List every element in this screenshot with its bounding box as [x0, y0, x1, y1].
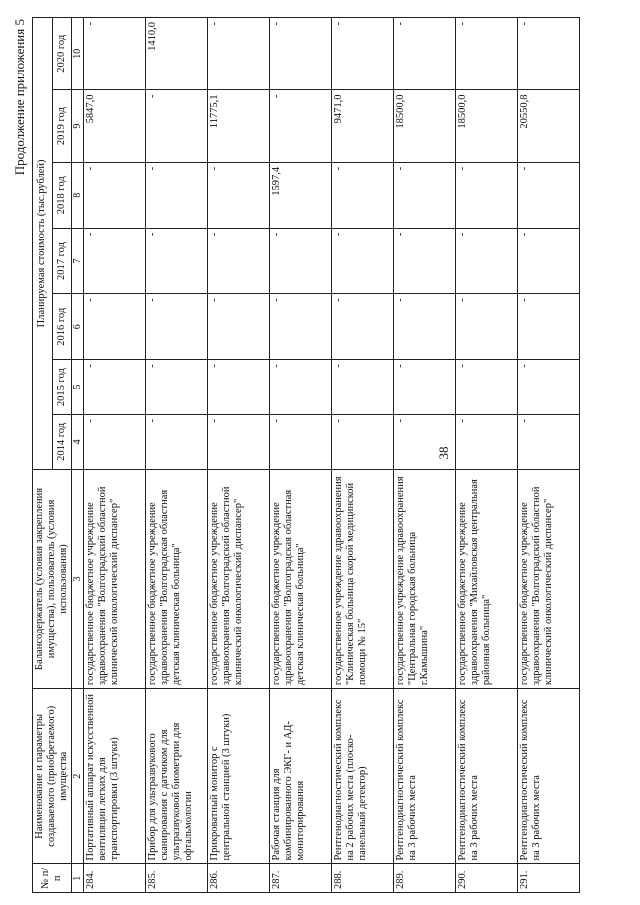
- year-value: -: [84, 415, 146, 470]
- year-value: -: [332, 228, 394, 294]
- row-number: 289.: [394, 864, 456, 893]
- year-value: -: [84, 18, 146, 90]
- year-value: 11775,1: [208, 90, 270, 162]
- year-value: -: [518, 18, 580, 90]
- year-value: -: [518, 162, 580, 228]
- table-row: [84, 18, 146, 893]
- header-year: 2020 год: [52, 18, 72, 90]
- balance-holder: государственное учреждение здравоохранения "Клиническая больница скорой медицинской помощи № 15": [332, 469, 394, 688]
- item-name: Прибор для ультразвукового сканирования с датчиком для ультразвуковой биометрии для офтальмологии: [146, 689, 208, 864]
- row-number: 290.: [456, 864, 518, 893]
- year-value: -: [84, 360, 146, 415]
- column-number: 10: [72, 18, 84, 90]
- item-name: Рабочая станция для комбинированного ЭКГ- и АД-мониторирования: [270, 689, 332, 864]
- page-number: 38: [436, 446, 451, 460]
- header-year: 2016 год: [52, 294, 72, 360]
- row-number: 285.: [146, 864, 208, 893]
- year-value: -: [394, 415, 456, 470]
- header-year: 2014 год: [52, 415, 72, 470]
- year-value: -: [332, 18, 394, 90]
- table-row: [518, 18, 580, 893]
- item-name: Рентгенодиагностический комплекс на 3 рабочих места: [394, 689, 456, 864]
- balance-holder: государственное бюджетное учреждение здравоохранения "Волгоградская областная детская клиническая больница": [270, 469, 332, 688]
- continued-label: Продолжение приложения 5: [12, 19, 27, 176]
- year-value: -: [394, 294, 456, 360]
- year-value: 20550,8: [518, 90, 580, 162]
- year-value: -: [84, 294, 146, 360]
- balance-holder: государственное учреждение здравоохранения "Центральная городская больница г.Камышина": [394, 469, 456, 688]
- column-number: 8: [72, 162, 84, 228]
- year-value: -: [208, 415, 270, 470]
- year-value: -: [208, 162, 270, 228]
- year-value: -: [146, 228, 208, 294]
- year-value: 1597,4: [270, 162, 332, 228]
- column-number: 3: [72, 469, 84, 688]
- column-number: 5: [72, 360, 84, 415]
- year-value: -: [518, 415, 580, 470]
- year-value: -: [394, 228, 456, 294]
- header-cost: Планируемая стоимость (тыс.рублей): [33, 18, 53, 470]
- row-number: 286.: [208, 864, 270, 893]
- year-value: -: [146, 162, 208, 228]
- year-value: -: [518, 360, 580, 415]
- year-value: -: [394, 162, 456, 228]
- balance-holder: государственное бюджетное учреждение здравоохранения "Волгоградская областная детская клиническая больница": [146, 469, 208, 688]
- column-number: 9: [72, 90, 84, 162]
- year-value: -: [456, 18, 518, 90]
- year-value: -: [332, 162, 394, 228]
- row-number: 284.: [84, 864, 146, 893]
- year-value: -: [332, 294, 394, 360]
- property-table: [32, 17, 580, 893]
- year-value: -: [84, 228, 146, 294]
- header-year: 2018 год: [52, 162, 72, 228]
- year-value: -: [456, 228, 518, 294]
- header-name: Наименование и параметры создаваемого (приобретаемого) имущества: [33, 689, 72, 864]
- year-value: 18500,0: [394, 90, 456, 162]
- item-name: Рентгенодиагностический комплекс на 2 рабочих места (плоско-панельный детектор): [332, 689, 394, 864]
- year-value: -: [518, 228, 580, 294]
- header-holder: Балансодержатель (условия закрепления имущества), пользователь (условия использования): [33, 469, 72, 688]
- year-value: 1410,0: [146, 18, 208, 90]
- row-number: 288.: [332, 864, 394, 893]
- year-value: -: [270, 294, 332, 360]
- year-value: -: [270, 228, 332, 294]
- year-value: -: [208, 360, 270, 415]
- row-number: 291.: [518, 864, 580, 893]
- column-number: 6: [72, 294, 84, 360]
- table-row: [332, 18, 394, 893]
- year-value: -: [270, 415, 332, 470]
- year-value: -: [456, 162, 518, 228]
- year-value: -: [456, 415, 518, 470]
- year-value: -: [270, 90, 332, 162]
- header-num: № п/п: [33, 864, 72, 893]
- year-value: -: [146, 415, 208, 470]
- year-value: -: [270, 360, 332, 415]
- balance-holder: государственное бюджетное учреждение здравоохранения "Волгоградский областной клинический онкологический диспансер": [84, 469, 146, 688]
- year-value: -: [270, 18, 332, 90]
- column-number: 2: [72, 689, 84, 864]
- column-number: 7: [72, 228, 84, 294]
- table-row: [146, 18, 208, 893]
- year-value: -: [84, 162, 146, 228]
- balance-holder: государственное бюджетное учреждение здравоохранения "Михайловская центральная районная больница": [456, 469, 518, 688]
- balance-holder: государственное бюджетное учреждение здравоохранения "Волгоградский областной клинический онкологический диспансер": [518, 469, 580, 688]
- year-value: -: [456, 360, 518, 415]
- year-value: -: [518, 294, 580, 360]
- table-row: [208, 18, 270, 893]
- table-row: [456, 18, 518, 893]
- item-name: Прикроватный монитор с центральной станцией (3 штуки): [208, 689, 270, 864]
- year-value: -: [332, 360, 394, 415]
- year-value: -: [146, 294, 208, 360]
- balance-holder: государственное бюджетное учреждение здравоохранения "Волгоградский областной клинический онкологический диспансер": [208, 469, 270, 688]
- year-value: -: [146, 360, 208, 415]
- year-value: -: [146, 90, 208, 162]
- header-year: 2019 год: [52, 90, 72, 162]
- year-value: -: [394, 18, 456, 90]
- header-year: 2015 год: [52, 360, 72, 415]
- year-value: -: [456, 294, 518, 360]
- column-number: 1: [72, 864, 84, 893]
- year-value: -: [208, 294, 270, 360]
- table-row: [270, 18, 332, 893]
- item-name: Рентгенодиагностический комплекс на 3 рабочих места: [518, 689, 580, 864]
- column-number: 4: [72, 415, 84, 470]
- year-value: 18500,0: [456, 90, 518, 162]
- item-name: Портативный аппарат искусственной вентиляции легких для транспортировки (3 штуки): [84, 689, 146, 864]
- year-value: -: [208, 18, 270, 90]
- year-value: 9471,0: [332, 90, 394, 162]
- table-body: [84, 18, 580, 893]
- year-value: 5847,0: [84, 90, 146, 162]
- rotated-content: [10, 13, 630, 893]
- year-value: -: [394, 360, 456, 415]
- header-year: 2017 год: [52, 228, 72, 294]
- year-value: -: [332, 415, 394, 470]
- item-name: Рентгенодиагностический комплекс на 3 рабочих места: [456, 689, 518, 864]
- year-value: -: [208, 228, 270, 294]
- row-number: 287.: [270, 864, 332, 893]
